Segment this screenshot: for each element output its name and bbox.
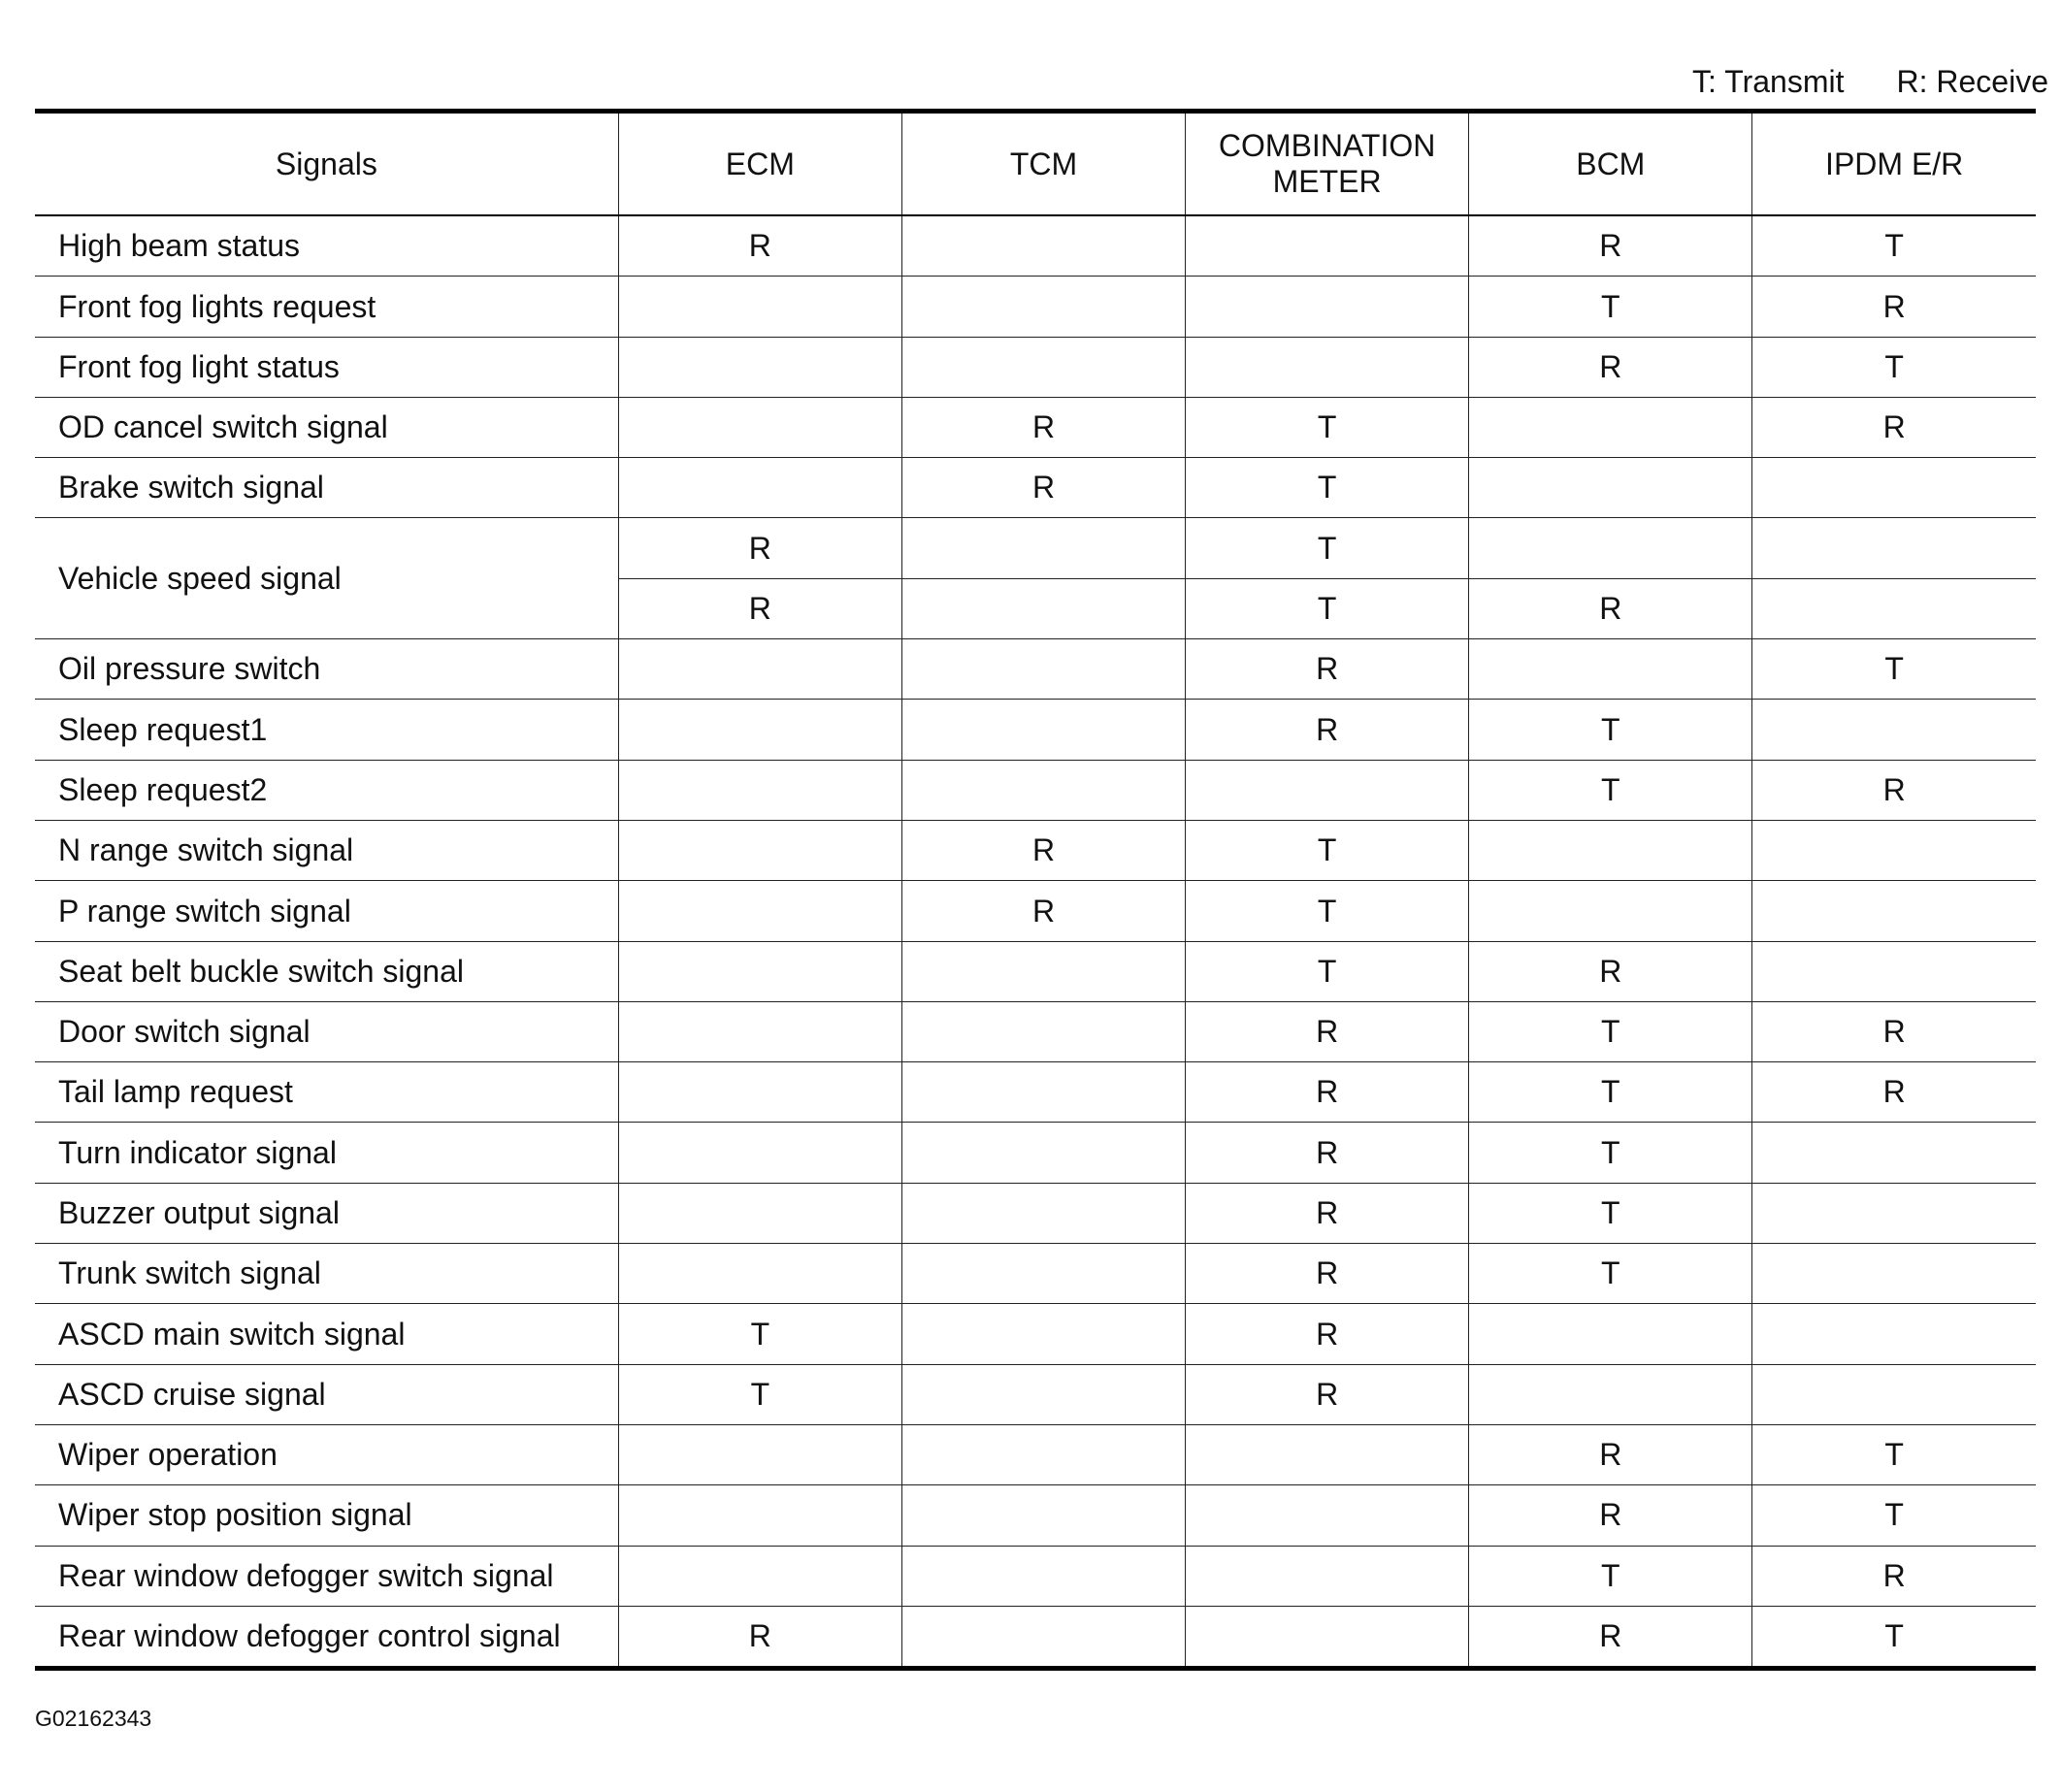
can-signal-table: [35, 109, 2036, 1671]
signal-direction-cell: R: [1469, 578, 1752, 638]
signal-name-cell: Vehicle speed signal: [35, 518, 618, 639]
signal-direction-cell: [618, 337, 901, 397]
signal-direction-cell: [618, 1062, 901, 1123]
signal-direction-cell: R: [901, 397, 1185, 457]
table-row: [35, 760, 2036, 820]
signal-direction-cell: R: [1752, 277, 2036, 337]
signal-direction-cell: [1469, 1364, 1752, 1424]
signal-direction-cell: [1752, 881, 2036, 941]
signal-direction-cell: T: [1469, 1183, 1752, 1243]
signal-direction-cell: [1469, 518, 1752, 578]
signal-direction-cell: R: [1186, 1244, 1469, 1304]
signal-direction-cell: R: [1469, 1424, 1752, 1484]
signal-direction-cell: [901, 1183, 1185, 1243]
header-ipdm-er: IPDM E/R: [1752, 112, 2036, 216]
table-row: [35, 1123, 2036, 1183]
signal-direction-cell: [1186, 1546, 1469, 1606]
signal-direction-cell: R: [1186, 1062, 1469, 1123]
signal-direction-cell: [618, 1546, 901, 1606]
signal-name-cell: Wiper operation: [35, 1424, 618, 1484]
signal-direction-cell: T: [1186, 578, 1469, 638]
signal-direction-cell: [618, 397, 901, 457]
signal-direction-cell: R: [1469, 1485, 1752, 1546]
table-row: [35, 1244, 2036, 1304]
signal-name-cell: Door switch signal: [35, 1001, 618, 1061]
signal-direction-cell: [901, 1364, 1185, 1424]
signal-direction-cell: T: [1469, 1062, 1752, 1123]
signal-direction-cell: R: [618, 518, 901, 578]
signal-direction-cell: [618, 1001, 901, 1061]
table-row: [35, 1364, 2036, 1424]
signal-direction-cell: T: [1186, 518, 1469, 578]
signal-direction-cell: [901, 1001, 1185, 1061]
signal-direction-cell: [618, 1183, 901, 1243]
signal-direction-cell: T: [1186, 941, 1469, 1001]
signal-direction-cell: [1186, 1606, 1469, 1668]
table-row: [35, 1001, 2036, 1061]
signal-direction-cell: [901, 1123, 1185, 1183]
signal-direction-cell: R: [1752, 760, 2036, 820]
signal-direction-cell: [901, 1304, 1185, 1364]
header-signals: Signals: [35, 112, 618, 216]
table-row: [35, 881, 2036, 941]
signal-direction-cell: [1186, 215, 1469, 277]
signal-direction-cell: R: [1469, 337, 1752, 397]
signal-name-cell: High beam status: [35, 215, 618, 277]
signal-direction-cell: [1469, 458, 1752, 518]
signal-name-cell: Trunk switch signal: [35, 1244, 618, 1304]
header-row: [35, 112, 2036, 216]
table-row: [35, 1424, 2036, 1484]
signal-direction-cell: [1469, 1304, 1752, 1364]
signal-direction-cell: [1469, 820, 1752, 880]
signal-name-cell: Seat belt buckle switch signal: [35, 941, 618, 1001]
signal-direction-cell: [901, 941, 1185, 1001]
signal-direction-cell: T: [1752, 1606, 2036, 1668]
table-row: [35, 1485, 2036, 1546]
figure-code: G02162343: [35, 1706, 152, 1731]
signal-name-cell: Brake switch signal: [35, 458, 618, 518]
signal-direction-cell: [901, 639, 1185, 700]
signal-direction-cell: T: [1186, 397, 1469, 457]
signal-direction-cell: [1752, 1364, 2036, 1424]
signal-direction-cell: R: [901, 820, 1185, 880]
signal-direction-cell: T: [1752, 639, 2036, 700]
signal-table-container: [35, 109, 2036, 1671]
signal-direction-cell: T: [1469, 1244, 1752, 1304]
signal-direction-cell: [618, 1123, 901, 1183]
signal-direction-cell: [1752, 1123, 2036, 1183]
signal-direction-cell: T: [1469, 1546, 1752, 1606]
header-tcm: TCM: [901, 112, 1185, 216]
signal-direction-cell: T: [1469, 700, 1752, 760]
signal-direction-cell: T: [1469, 1123, 1752, 1183]
signal-direction-cell: R: [1186, 1001, 1469, 1061]
signal-direction-cell: [1752, 1244, 2036, 1304]
signal-direction-cell: [1752, 700, 2036, 760]
signal-direction-cell: R: [1469, 941, 1752, 1001]
table-row: [35, 337, 2036, 397]
signal-direction-cell: T: [618, 1304, 901, 1364]
signal-direction-cell: R: [1469, 215, 1752, 277]
signal-direction-cell: [901, 518, 1185, 578]
signal-direction-cell: R: [618, 1606, 901, 1668]
signal-direction-cell: [618, 820, 901, 880]
signal-direction-cell: R: [901, 881, 1185, 941]
signal-name-cell: Sleep request1: [35, 700, 618, 760]
header-combination-meter: COMBINATION METER: [1186, 112, 1469, 216]
signal-direction-cell: R: [1752, 1546, 2036, 1606]
signal-direction-cell: R: [1186, 639, 1469, 700]
signal-direction-cell: [901, 1244, 1185, 1304]
signal-direction-cell: [1752, 1304, 2036, 1364]
table-row: [35, 1062, 2036, 1123]
signal-direction-cell: [618, 700, 901, 760]
signal-direction-cell: R: [618, 578, 901, 638]
signal-name-cell: P range switch signal: [35, 881, 618, 941]
signal-name-cell: Turn indicator signal: [35, 1123, 618, 1183]
signal-direction-cell: T: [618, 1364, 901, 1424]
signal-direction-cell: T: [1752, 1485, 2036, 1546]
legend-transmit: T: Transmit: [1692, 64, 1845, 99]
signal-direction-cell: [1752, 1183, 2036, 1243]
signal-direction-cell: [901, 337, 1185, 397]
table-row: [35, 639, 2036, 700]
table-row: [35, 1606, 2036, 1668]
signal-direction-cell: [901, 1546, 1185, 1606]
signal-direction-cell: [1752, 578, 2036, 638]
signal-direction-cell: [1186, 277, 1469, 337]
signal-direction-cell: [1469, 881, 1752, 941]
signal-direction-cell: R: [1186, 1123, 1469, 1183]
signal-direction-cell: [618, 277, 901, 337]
signal-direction-cell: R: [1752, 1001, 2036, 1061]
signal-direction-cell: [618, 881, 901, 941]
signal-name-cell: Tail lamp request: [35, 1062, 618, 1123]
signal-direction-cell: [1186, 337, 1469, 397]
table-row: [35, 941, 2036, 1001]
table-row: [35, 1183, 2036, 1243]
signal-direction-cell: T: [1186, 820, 1469, 880]
signal-direction-cell: [901, 760, 1185, 820]
table-row: [35, 215, 2036, 277]
table-row: [35, 277, 2036, 337]
signal-name-cell: Rear window defogger switch signal: [35, 1546, 618, 1606]
signal-direction-cell: [618, 1244, 901, 1304]
signal-name-cell: Wiper stop position signal: [35, 1485, 618, 1546]
signal-direction-cell: T: [1186, 881, 1469, 941]
signal-direction-cell: [1752, 820, 2036, 880]
table-row: [35, 820, 2036, 880]
legend: [1692, 64, 2048, 100]
signal-direction-cell: [901, 277, 1185, 337]
signal-direction-cell: R: [901, 458, 1185, 518]
signal-direction-cell: [901, 700, 1185, 760]
signal-direction-cell: R: [1186, 1364, 1469, 1424]
table-row: [35, 1546, 2036, 1606]
signal-direction-cell: R: [1752, 1062, 2036, 1123]
signal-direction-cell: [1186, 760, 1469, 820]
signal-direction-cell: [1186, 1424, 1469, 1484]
signal-direction-cell: [618, 639, 901, 700]
signal-name-cell: OD cancel switch signal: [35, 397, 618, 457]
signal-name-cell: Front fog lights request: [35, 277, 618, 337]
signal-direction-cell: T: [1469, 1001, 1752, 1061]
table-header: [35, 112, 2036, 216]
signal-name-cell: ASCD cruise signal: [35, 1364, 618, 1424]
signal-direction-cell: [901, 215, 1185, 277]
signal-direction-cell: [901, 1062, 1185, 1123]
table-row: [35, 1304, 2036, 1364]
signal-direction-cell: [618, 1424, 901, 1484]
signal-direction-cell: R: [1186, 1183, 1469, 1243]
signal-direction-cell: [618, 1485, 901, 1546]
signal-direction-cell: R: [1469, 1606, 1752, 1668]
signal-direction-cell: [901, 1606, 1185, 1668]
signal-direction-cell: T: [1752, 215, 2036, 277]
table-row: [35, 518, 2036, 578]
signal-name-cell: Rear window defogger control signal: [35, 1606, 618, 1668]
signal-direction-cell: [1752, 941, 2036, 1001]
signal-direction-cell: T: [1469, 760, 1752, 820]
legend-receive: R: Receive: [1896, 64, 2048, 99]
signal-name-cell: Front fog light status: [35, 337, 618, 397]
signal-direction-cell: [1752, 518, 2036, 578]
table-row: [35, 397, 2036, 457]
signal-direction-cell: [618, 458, 901, 518]
signal-name-cell: ASCD main switch signal: [35, 1304, 618, 1364]
table-row: [35, 700, 2036, 760]
signal-direction-cell: [901, 1485, 1185, 1546]
signal-direction-cell: R: [1186, 700, 1469, 760]
header-bcm: BCM: [1469, 112, 1752, 216]
signal-name-cell: Oil pressure switch: [35, 639, 618, 700]
signal-direction-cell: [1752, 458, 2036, 518]
signal-direction-cell: R: [1752, 397, 2036, 457]
signal-name-cell: Sleep request2: [35, 760, 618, 820]
signal-direction-cell: [1186, 1485, 1469, 1546]
signal-direction-cell: [901, 1424, 1185, 1484]
signal-name-cell: N range switch signal: [35, 820, 618, 880]
signal-direction-cell: R: [1186, 1304, 1469, 1364]
signal-direction-cell: T: [1469, 277, 1752, 337]
signal-direction-cell: T: [1186, 458, 1469, 518]
signal-direction-cell: T: [1752, 1424, 2036, 1484]
signal-name-cell: Buzzer output signal: [35, 1183, 618, 1243]
header-ecm: ECM: [618, 112, 901, 216]
signal-direction-cell: [1469, 639, 1752, 700]
signal-direction-cell: [1469, 397, 1752, 457]
signal-direction-cell: T: [1752, 337, 2036, 397]
table-body: [35, 215, 2036, 1669]
signal-direction-cell: R: [618, 215, 901, 277]
signal-direction-cell: [901, 578, 1185, 638]
signal-direction-cell: [618, 941, 901, 1001]
signal-direction-cell: [618, 760, 901, 820]
table-row: [35, 458, 2036, 518]
